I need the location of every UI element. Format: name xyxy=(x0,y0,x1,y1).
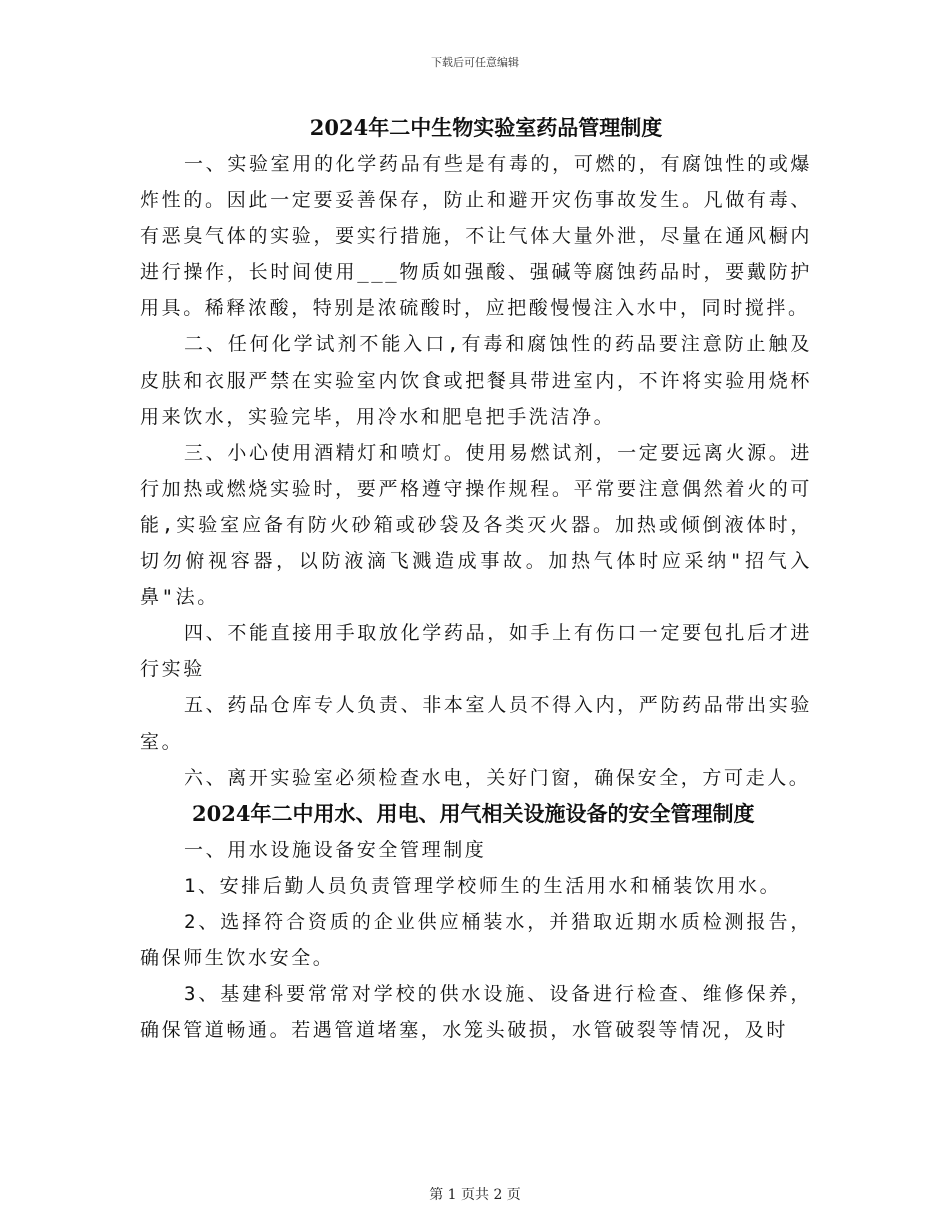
page-header: 下载后可任意编辑 xyxy=(431,56,519,69)
paragraph: 五、药品仓库专人负责、非本室人员不得入内，严防药品带出实验室。 xyxy=(140,694,812,753)
paragraph: 1、安排后勤人员负责管理学校师生的生活用水和桶装饮用水。 xyxy=(184,874,782,897)
paragraph: 3、基建科要常常对学校的供水设施、设备进行检查、维修保养，确保管道畅通。若遇管道堵塞，水笼头破损，水管破裂等情况，及时 xyxy=(140,983,812,1042)
paragraph: 四、不能直接用手取放化学药品，如手上有伤口一定要包扎后才进行实验 xyxy=(140,622,812,681)
paragraph: 三、小心使用酒精灯和喷灯。使用易燃试剂，一定要远离火源。进行加热或燃烧实验时，要严格遵守操作规程。平常要注意偶然着火的可能,实验室应备有防火砂箱或砂袋及各类灭火器。加热或倾倒液体时，切勿俯视容器，以防液滴飞溅造成事故。加热气体时应采纳"招气入鼻"法。 xyxy=(140,441,812,609)
paragraph: 六、离开实验室必须检查水电，关好门窗，确保安全，方可走人。 xyxy=(184,766,811,789)
paragraph: 一、用水设施设备安全管理制度 xyxy=(184,838,487,861)
paragraph: 二、任何化学试剂不能入口,有毒和腐蚀性的药品要注意防止触及皮肤和衣服严禁在实验室内饮食或把餐具带进室内，不许将实验用烧杯用来饮水，实验完毕，用冷水和肥皂把手洗洁净。 xyxy=(140,333,812,428)
section-title: 2024年二中生物实验室药品管理制度 xyxy=(309,115,663,140)
page-footer: 第 1 页共 2 页 xyxy=(429,1187,521,1203)
paragraph: 2、选择符合资质的企业供应桶装水，并猎取近期水质检测报告，确保师生饮水安全。 xyxy=(140,910,812,969)
paragraph: 一、实验室用的化学药品有些是有毒的，可燃的，有腐蚀性的或爆炸性的。因此一定要妥善保存，防止和避开灾伤事故发生。凡做有毒、有恶臭气体的实验，要实行措施，不让气体大量外泄，尽量在通风橱内进行操作，长时间使用___物质如强酸、强碱等腐蚀药品时，要戴防护用具。稀释浓酸，特别是浓硫酸时，应把酸慢慢注入水中，同时搅拌。 xyxy=(140,153,812,320)
document-body xyxy=(140,110,812,1048)
section-title: 2024年二中用水、用电、用气相关设施设备的安全管理制度 xyxy=(192,800,755,826)
